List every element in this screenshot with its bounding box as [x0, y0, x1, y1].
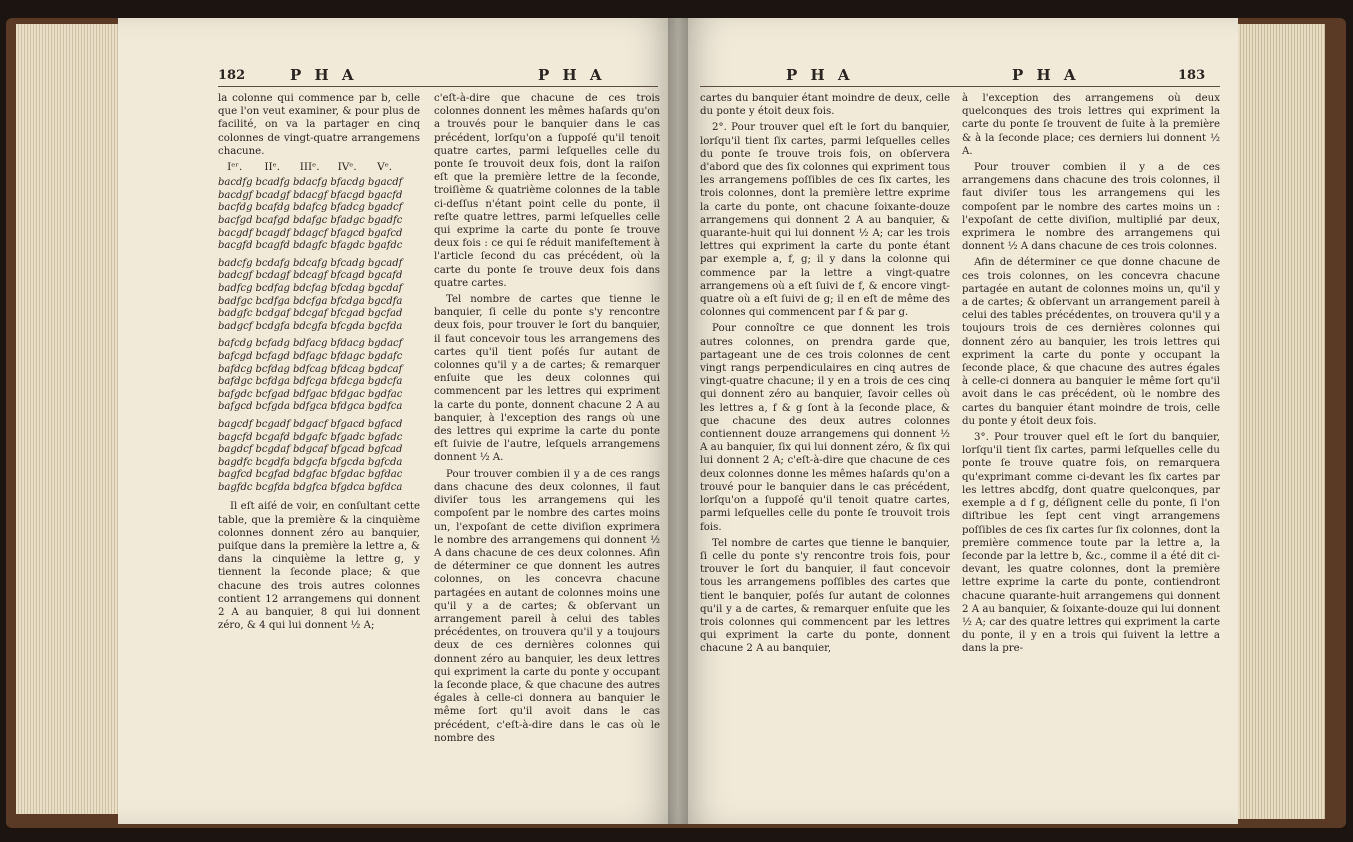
table-cell: bdcafg: [292, 257, 328, 269]
left-intro-paragraph: la colonne qui commence par b, celle que l'on veut examiner, & pour plus de facilité, on va la partager en cinq colonnes de vingt-quatre arrangemens chacune.: [218, 93, 420, 157]
right-page-header: P H A: [786, 66, 854, 84]
table-cell: bcdafg: [255, 257, 290, 269]
table-cell: bdcfag: [292, 282, 328, 294]
table-cell: bafdgc: [218, 376, 253, 388]
table-row: [218, 258, 405, 271]
table-row: [218, 432, 405, 445]
left-conclusion-paragraph: Il eſt aiſé de voir, en conſultant cette table, que la première & la cinquième colonnes donnent zéro au banquier, puiſque dans la première la lettre a, & dans la cinquième la lettre g, y tiennent la ſeconde place; & que chacune des trois autres colonnes contient 12 arrangemens qui donnent 2 A au banquier, 8 qui lui donnent zéro, & 4 qui lui donnent ½ A;: [218, 501, 420, 632]
table-cell: bagfcd: [218, 469, 253, 481]
table-cell: bacfdg: [218, 202, 253, 214]
table-cell: bafgdc: [218, 388, 253, 400]
table-cell: bgdacf: [367, 338, 403, 350]
right-col-a-para-4: Tel nombre de cartes que tienne le banquier, ſi celle du ponte s'y rencontre trois fois, pour trouver le ſort du banquier, il faut concevoir tous les arrangemens poſſibles des cartes que tient le banquier, poſés ſur autant de colonnes qu'il y a de cartes, & remarquer enſuite que les trois colonnes qui commencent par les lettres qui expriment la carte du ponte, donnent chacune 2 A au banquier,: [700, 537, 950, 655]
table-row: [218, 228, 405, 241]
table-cell: bacgfd: [218, 240, 253, 252]
table-row: [218, 202, 405, 215]
table-cell: bcdgaf: [255, 308, 290, 320]
table-row: [218, 419, 405, 432]
table-cell: bdfcga: [292, 376, 328, 388]
table-row: [218, 177, 405, 190]
table-row: [218, 376, 405, 389]
table-cell: bcdagf: [255, 270, 290, 282]
table-cell: bgdafc: [367, 350, 403, 362]
table-cell: bcadgf: [255, 189, 290, 201]
table-cell: bgcdfa: [367, 295, 403, 307]
table-cell: bfdcag: [330, 363, 365, 375]
table-cell: bfacgd: [330, 189, 365, 201]
book-gutter: [668, 18, 688, 824]
table-cell: bdcgaf: [292, 308, 328, 320]
table-cell: bacdgf: [218, 189, 253, 201]
table-cell: bdfacg: [292, 338, 328, 350]
table-cell: bgdfca: [367, 401, 403, 413]
table-cell: bfadcg: [330, 202, 365, 214]
table-row: [218, 401, 405, 414]
table-cell: badcfg: [218, 257, 253, 269]
table-cell: bfcgda: [330, 320, 365, 332]
table-cell: bcadfg: [255, 177, 290, 189]
right-page-header-2: P H A: [1012, 66, 1080, 84]
col-header-3: IIIᵉ.: [299, 161, 320, 174]
left-col-b-para-1: c'eſt-à-dire que chacune de ces trois colonnes donnent les mêmes haſards qu'on a trouvés pour le banquier dans le cas précédent, lorſqu'on a ſuppoſé qu'il tenoit quatre cartes, parmi leſquelles celle du ponte ſe trouvoit deux fois, dont la raiſon eſt que la première lettre de la ſeconde, troiſième & quatrième colonnes de la table ci-deſſus n'étant point celle du ponte, il reſte quatre lettres, parmi leſquelles celle qui exprime la carte du ponte ſe trouve deux fois : ce qui ſe réduit manifeſtement à l'article ſecond du cas précédent, où la carte du ponte ſe trouve deux fois dans quatre cartes.: [434, 93, 660, 289]
table-cell: bdafgc: [292, 215, 328, 226]
right-column-b: [962, 92, 1220, 659]
table-row: [218, 270, 405, 283]
table-cell: bfgacd: [330, 418, 365, 430]
table-cell: bdfgac: [292, 388, 328, 400]
table-cell: bfgdac: [330, 469, 365, 481]
left-column-b: [434, 92, 660, 748]
table-cell: bgcafd: [367, 270, 403, 282]
table-cell: bdcgfa: [292, 320, 328, 332]
table-cell: bdgcfa: [292, 456, 328, 468]
right-col-b-para-3: Afin de déterminer ce que donne chacune de ces trois colonnes, on les concevra chacune partagée en autant de colonnes moins un, qu'il y a de cartes; & obſervant un arrangement pareil à celui des tables précédentes, on trouvera qu'il y a toujours trois de ces dernières colonnes qui donnent zéro au banquier, les trois lettres qui expriment la carte du ponte y occupant la ſeconde place, & que chacune des autres égales à celle-ci donnera au banquier le même ſort qu'il avoit dans le cas précédent, où le nombre des cartes du banquier étant moindre de trois, celle du ponte y étoit deux fois.: [962, 257, 1220, 427]
col-header-2: IIᵉ.: [264, 161, 281, 174]
table-cell: bdgfac: [292, 469, 328, 481]
table-row: [218, 296, 405, 309]
table-cell: badcgf: [218, 270, 253, 282]
table-cell: bgcdaf: [367, 282, 403, 294]
table-row: [218, 308, 405, 321]
table-cell: bacdfg: [218, 177, 253, 189]
table-cell: bcgfad: [255, 469, 290, 481]
left-col-b-para-3: Pour trouver combien il y a de ces rangs dans chacune des deux colonnes, il faut diviſer tous les arrangemens qui les compoſent par le nombre des cartes moins un, l'expoſant de cette diviſion exprimera le nombre des arrangemens qui donnent ½ A dans chacune de ces deux colonnes. Afin de déterminer ce que donnent les autres colonnes, on les concevra chacune partagées en autant de colonnes moins une qu'il y a de cartes; & obſervant un arrangement pareil à celui des tables précédentes, on trouvera qu'il y a toujours deux de ces dernières colonnes qui donnent zéro au banquier, les deux lettres qui expriment la carte du ponte y occupant la ſeconde place, & que chacune des autres égales à celle-ci donnera au banquier le même ſort qu'il avoit dans le cas précédent, c'eſt-à-dire dans le cas où le nombre des: [434, 468, 660, 744]
table-cell: badgcf: [218, 320, 253, 332]
table-cell: bdfcag: [292, 363, 328, 375]
table-cell: bafgcd: [218, 401, 253, 413]
table-cell: bgfcad: [367, 444, 403, 456]
table-row: [218, 389, 405, 402]
table-cell: bcagdf: [255, 227, 290, 239]
table-cell: badgfc: [218, 308, 253, 320]
table-cell: bcfadg: [255, 338, 290, 350]
table-cell: bdagcf: [292, 227, 328, 239]
table-cell: bfadgc: [330, 215, 365, 226]
table-cell: bagfdc: [218, 481, 253, 493]
right-col-b-para-4: 3°. Pour trouver quel eſt le ſort du banquier, lorſqu'il tient ſix cartes, parmi leſquelles celle du ponte ſe trouve quatre fois, on remarquera qu'exprimant comme ci-devant les ſix cartes par les lettres abcdfg, dont quatre quelconques, par exemple a d f g, déſignent celle du ponte, ſi l'on diſtribue les ſept cent vingt arrangemens poſſibles de ces ſix cartes ſur ſix colonnes, dont la première commence toute par la lettre a, la ſeconde par la lettre b, &c., comme il a été dit ci-devant, les quatre colonnes, dont la première lettre exprime la carte du ponte, contiendront chacune quarante-huit arrangemens qui donnent 2 A au banquier, & ſoixante-douze qui lui donnent ½ A; car des quatre lettres qui expriment la carte du ponte, il y en a trois qui ſuivent la lettre a dans la pre-: [962, 432, 1220, 655]
table-cell: bfacdg: [330, 177, 365, 189]
table-cell: bagdcf: [218, 444, 253, 456]
right-column-a: [700, 92, 950, 659]
table-cell: bcgdaf: [255, 444, 290, 456]
table-cell: bfagcd: [330, 227, 365, 239]
table-cell: bdfgca: [292, 401, 328, 413]
col-header-1: Iᵉʳ.: [227, 161, 243, 174]
table-cell: bgdcaf: [367, 363, 403, 375]
table-cell: bfdagc: [330, 350, 365, 362]
col-header-4: IVᵉ.: [337, 161, 357, 174]
table-cell: badfcg: [218, 282, 253, 294]
table-cell: bcgfda: [255, 481, 290, 493]
right-col-a-para-2: 2°. Pour trouver quel eſt le ſort du banquier, lorſqu'il tient ſix cartes, parmi leſquelles celles du ponte ſe trouve trois fois, on obſervera d'abord que des ſix colonnes qui expriment tous les arrangemens poſſibles de ces ſix cartes, les trois colonnes, dont la première lettre exprime la carte du ponte, ont chacune ſoixante-douze arrangemens qui donnent 2 A au banquier, & quarante-huit qui lui donnent ½ A; car les trois lettres qui expriment la carte du ponte étant par exemple a, f, g; il y dans la colonne qui commence par la lettre a vingt-quatre arrangemens où a eſt ſuivi de f, & encore vingt-quatre où a eſt ſuivi de g; il en eſt de même des colonnes qui commencent par f & par g.: [700, 122, 950, 319]
table-cell: bacfgd: [218, 215, 253, 226]
left-page: [118, 18, 678, 824]
table-cell: bgfdca: [367, 481, 403, 493]
right-header-rule: [700, 86, 1220, 87]
table-cell: bgdcfa: [367, 376, 403, 388]
table-cell: bdgfca: [292, 481, 328, 493]
table-cell: bgcfda: [367, 320, 403, 332]
table-cell: bdacfg: [292, 177, 328, 189]
table-cell: bdgafc: [292, 431, 328, 443]
table-cell: bcdfga: [255, 295, 290, 307]
table-row: [218, 321, 405, 334]
table-cell: bdgcaf: [292, 444, 328, 456]
permutation-table-header: [218, 161, 405, 177]
table-cell: bfgadc: [330, 431, 365, 443]
table-cell: bgfacd: [367, 418, 403, 430]
table-cell: bfcdga: [330, 295, 365, 307]
table-cell: bcfagd: [255, 350, 290, 362]
table-cell: bfdgca: [330, 401, 365, 413]
table-cell: bcfdga: [255, 376, 290, 388]
table-row: [218, 482, 405, 495]
table-cell: bgadfc: [367, 215, 403, 226]
table-row: [218, 364, 405, 377]
right-col-a-para-1: cartes du banquier étant moindre de deux, celle du ponte y étoit deux fois.: [700, 93, 950, 118]
table-row: [218, 469, 405, 482]
table-row: [218, 190, 405, 203]
right-page: [678, 18, 1238, 824]
table-row: [218, 338, 405, 351]
table-cell: bfdacg: [330, 338, 365, 350]
table-cell: bcafgd: [255, 215, 290, 226]
right-col-a-para-3: Pour connoître ce que donnent les trois autres colonnes, on prendra garde que, partageant une de ces trois colonnes de cent vingt rangs perpendiculaires en cinq autres de vingt-quatre chacune; il y en a trois de ces cinq qui donnent zéro au banquier, ſavoir celles où les lettres a, f & g ſont à la ſeconde place, & que chacune des deux autres colonnes contiennent douze arrangemens qui donnent ½ A au banquier, ſix qui lui donnent zéro, & ſix qui lui donnent 2 A; c'eſt-à-dire que chacune de ces deux colonnes donne les mêmes haſards qu'on a trouvé pour le banquier dans le cas précédent, lorſqu'on a ſuppoſé qu'il tenoit quatre cartes, parmi leſquelles celle du ponte ſe trouvoit trois fois.: [700, 323, 950, 533]
table-row: [218, 215, 405, 228]
table-cell: bgacfd: [367, 189, 403, 201]
table-row: [218, 444, 405, 457]
left-header-rule: [218, 86, 658, 87]
table-cell: bagdfc: [218, 456, 253, 468]
table-cell: bacgdf: [218, 227, 253, 239]
table-cell: bafdcg: [218, 363, 253, 375]
table-cell: bcafdg: [255, 202, 290, 214]
table-cell: bfagdc: [330, 240, 365, 252]
table-cell: bgcadf: [367, 257, 403, 269]
table-cell: bfcadg: [330, 257, 365, 269]
table-cell: bcagfd: [255, 240, 290, 252]
table-cell: badfgc: [218, 295, 253, 307]
table-row: [218, 240, 405, 253]
table-cell: bfgdca: [330, 481, 365, 493]
table-cell: bfgcad: [330, 444, 365, 456]
table-cell: bcfdag: [255, 363, 290, 375]
table-cell: bdfagc: [292, 350, 328, 362]
table-row: [218, 351, 405, 364]
table-cell: bcgdfa: [255, 456, 290, 468]
table-cell: bgfcda: [367, 456, 403, 468]
table-cell: bfcagd: [330, 270, 365, 282]
permutation-table: [218, 161, 405, 494]
table-cell: bcfgda: [255, 401, 290, 413]
left-page-header-2: P H A: [538, 66, 606, 84]
table-cell: bfcgad: [330, 308, 365, 320]
table-row: [218, 457, 405, 470]
table-cell: bfdcga: [330, 376, 365, 388]
table-cell: bgacdf: [367, 177, 403, 189]
table-cell: bfgcda: [330, 456, 365, 468]
table-cell: bcdgfa: [255, 320, 290, 332]
table-cell: bdgacf: [292, 418, 328, 430]
table-cell: bgcfad: [367, 308, 403, 320]
right-col-b-para-2: Pour trouver combien il y a de ces arrangemens dans chacune des trois colonnes, il faut diviſer tous les arrangemens qui les compoſent par le nombre des cartes moins un : l'expoſant de cette diviſion, multiplié par deux, exprimera le nombre des arrangemens qui donnent ½ A dans chacune de ces trois colonnes.: [962, 162, 1220, 253]
table-cell: bdacgf: [292, 189, 328, 201]
table-cell: bafcdg: [218, 338, 253, 350]
table-cell: bdcfga: [292, 295, 328, 307]
table-cell: bdafcg: [292, 202, 328, 214]
right-col-b-para-1: à l'exception des arrangemens où deux quelconques des trois lettres qui expriment la carte du ponte ſe trouvent de ſuite à la première & à la ſeconde place; ces derniers lui donnent ½ A.: [962, 93, 1220, 157]
table-cell: bafcgd: [218, 350, 253, 362]
right-page-number: 183: [1178, 68, 1206, 83]
table-cell: bgdfac: [367, 388, 403, 400]
table-cell: bdcagf: [292, 270, 328, 282]
table-row: [218, 283, 405, 296]
table-cell: bfdgac: [330, 388, 365, 400]
table-cell: bgfdac: [367, 469, 403, 481]
table-cell: bfcdag: [330, 282, 365, 294]
table-cell: bcfgad: [255, 388, 290, 400]
table-cell: bcdfag: [255, 282, 290, 294]
left-page-header: P H A: [290, 66, 358, 84]
table-cell: bcgafd: [255, 431, 290, 443]
table-cell: bgafcd: [367, 227, 403, 239]
table-cell: bgadcf: [367, 202, 403, 214]
table-cell: bcgadf: [255, 418, 290, 430]
col-header-5: Vᵉ.: [377, 161, 393, 174]
table-cell: bagcdf: [218, 418, 253, 430]
table-cell: bagcfd: [218, 431, 253, 443]
table-cell: bdagfc: [292, 240, 328, 252]
left-page-number: 182: [218, 68, 246, 83]
left-col-b-para-2: Tel nombre de cartes que tienne le banquier, ſi celle du ponte s'y rencontre deux fois, pour trouver le ſort du banquier, il faut concevoir tous les arrangemens des cartes qu'il tient poſés ſur autant de colonnes qu'il y a de cartes; & remarquer enſuite que les deux colonnes qui commencent par les lettres qui expriment la carte du ponte, donnent chacune 2 A au banquier, à l'exception des rangs où une des lettres qui exprime la carte du ponte eſt ſuivie de l'autre, leſquels arrangemens donnent ½ A.: [434, 294, 660, 464]
table-cell: bgafdc: [367, 240, 403, 252]
left-column-a: [218, 92, 420, 636]
table-cell: bgfadc: [367, 431, 403, 443]
